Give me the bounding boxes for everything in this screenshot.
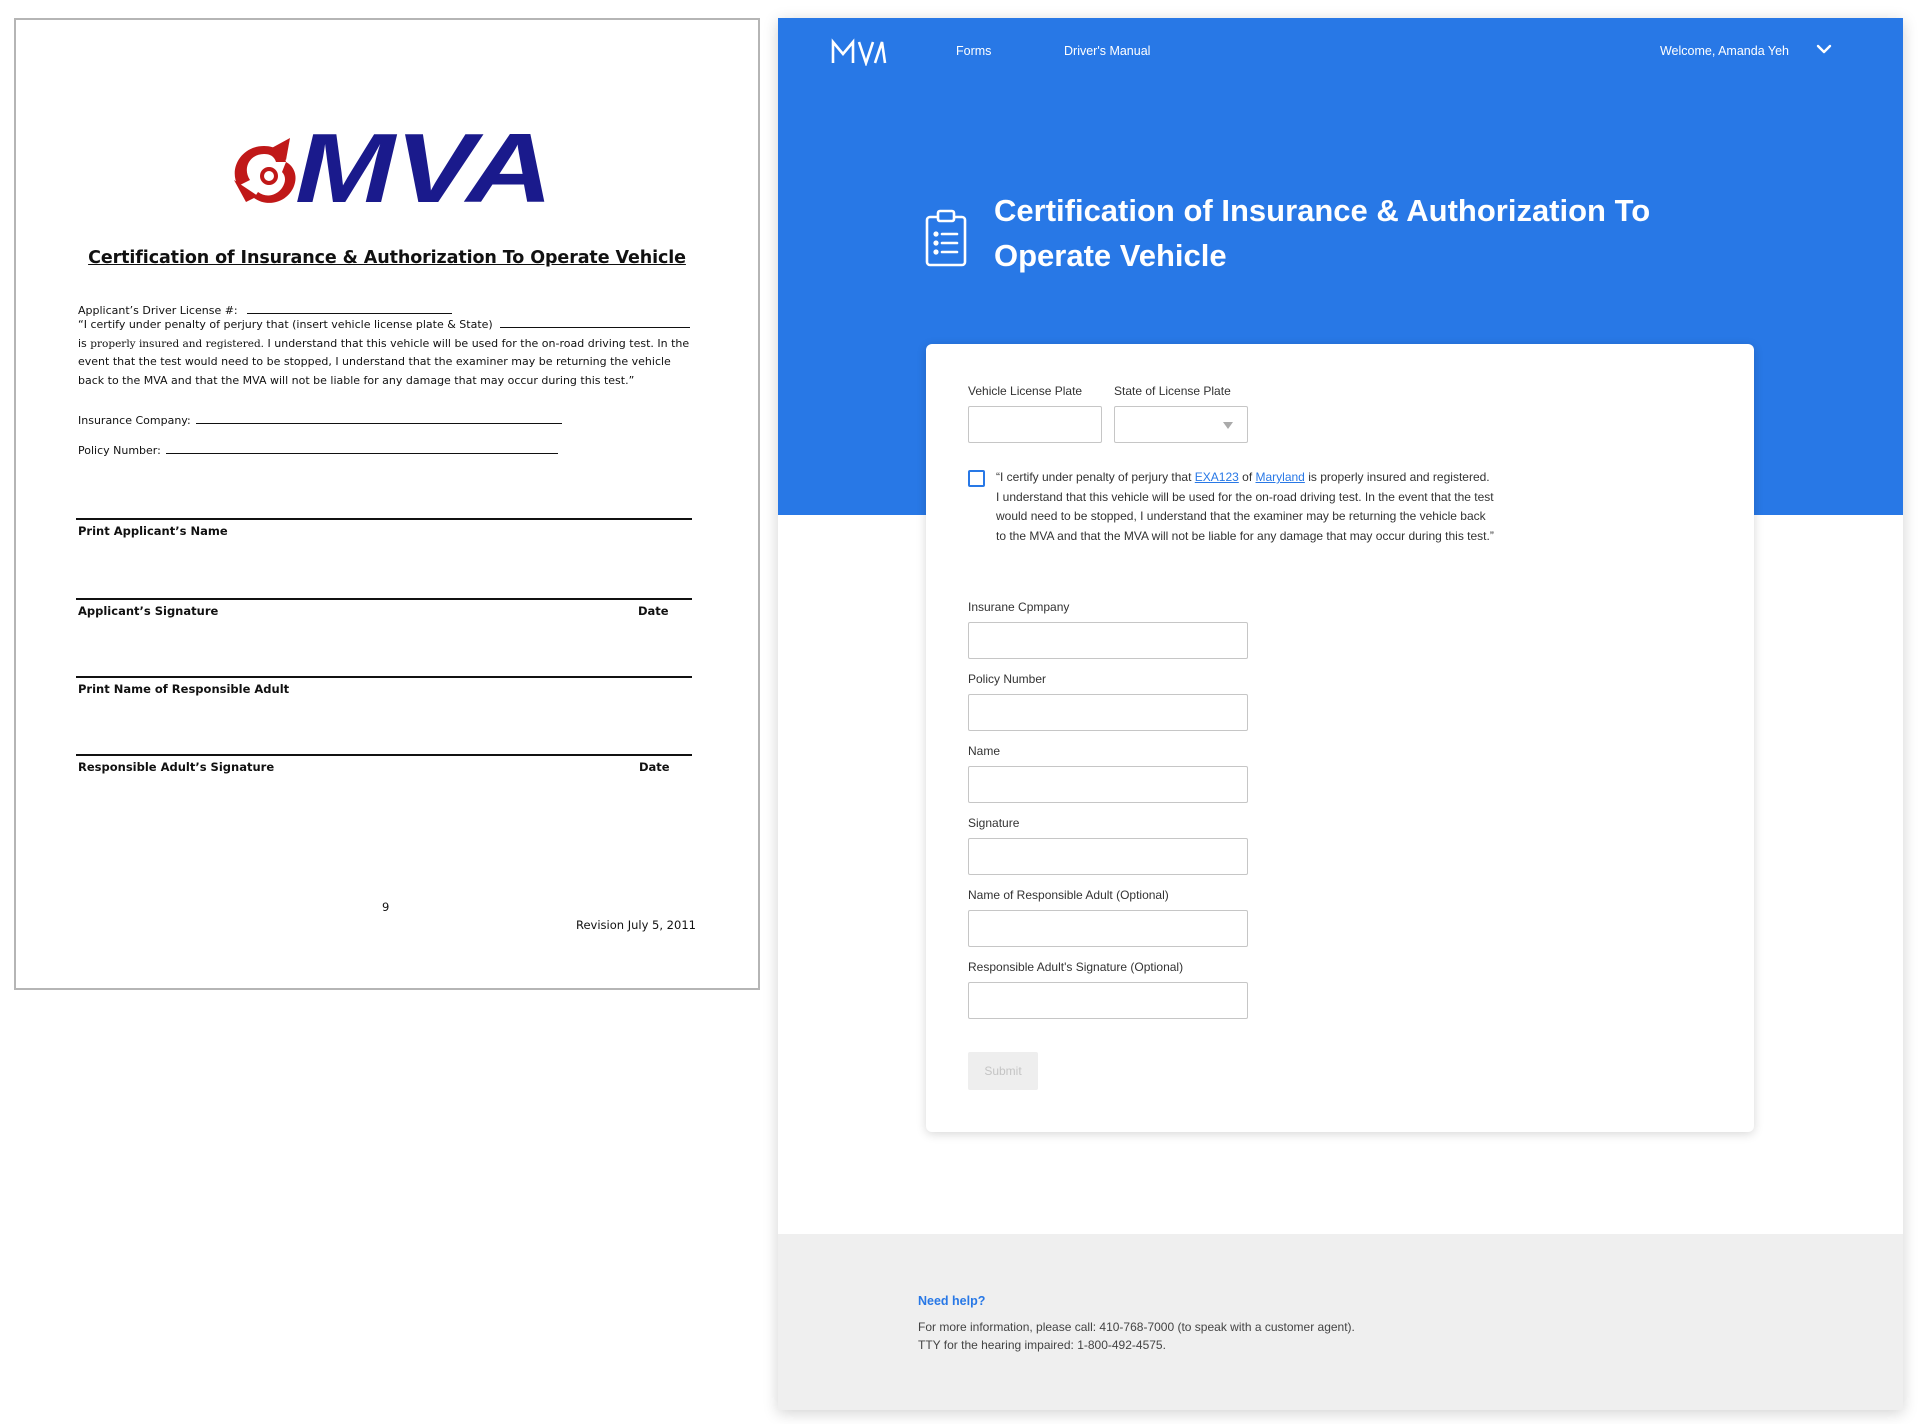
web-form-page — [778, 18, 1903, 1410]
cert-is: is — [78, 336, 87, 350]
insurance-input[interactable] — [968, 622, 1248, 659]
user-menu-label[interactable]: Welcome, Amanda Yeh — [1659, 44, 1789, 58]
plate-label: Vehicle License Plate — [968, 384, 1083, 398]
adult-signature-label: Responsible Adult's Signature (Optional) — [968, 960, 1184, 974]
adult-signature-input[interactable] — [968, 982, 1248, 1019]
state-label: State of License Plate — [1114, 384, 1231, 398]
insurance-row — [78, 412, 562, 430]
policy-blank — [166, 453, 558, 454]
cert-rest: I understand that this vehicle will be used for the on-road driving test. In the event that the test would need to be stopped, I understand that the examiner may be returning the vehicle back to the MVA and that the MVA will not be liable for any damage that may occur during this test.” — [78, 336, 690, 388]
paper-title: Certification of Insurance & Authorization To Operate Vehicle — [88, 248, 686, 268]
applicant-name-rule — [76, 518, 692, 520]
signature-input[interactable] — [968, 838, 1248, 875]
paper-form-scan — [14, 18, 760, 990]
applicant-date-label: Date — [638, 604, 669, 618]
submit-button[interactable]: Submit — [968, 1052, 1038, 1090]
adult-name-label: Name of Responsible Adult (Optional) — [968, 888, 1169, 902]
adult-date-label: Date — [639, 760, 670, 774]
help-phone-line: For more information, please call: 410-768-7000 (to speak with a customer agent). — [918, 1320, 1355, 1334]
nav-drivers-manual-link[interactable]: Driver's Manual — [1064, 44, 1151, 58]
adult-name-label: Print Name of Responsible Adult — [78, 682, 290, 696]
signature-label: Signature — [968, 816, 1020, 830]
applicant-signature-rule — [76, 598, 692, 600]
policy-row — [78, 442, 558, 460]
plate-link[interactable]: EXA123 — [1194, 470, 1239, 484]
cert-of: of — [1238, 470, 1256, 484]
name-input[interactable] — [968, 766, 1248, 803]
name-label: Name — [968, 744, 1001, 758]
print-name-label: Print Applicant’s Name — [78, 524, 228, 538]
plate-input[interactable] — [968, 406, 1102, 443]
page-title: Certification of Insurance & Authorization To Operate Vehicle — [994, 193, 1651, 273]
state-link[interactable]: Maryland — [1255, 470, 1305, 484]
cert-start: “I certify under penalty of perjury that (insert vehicle license plate & State) — [78, 318, 493, 331]
license-label: Applicant’s Driver License #: — [78, 304, 238, 317]
certification-paragraph — [78, 316, 698, 391]
adult-name-rule — [76, 676, 692, 678]
clipboard-list-icon — [924, 208, 968, 268]
insurance-blank — [196, 423, 562, 424]
license-blank — [247, 313, 452, 314]
certification-statement — [996, 468, 1496, 546]
cert-registered: properly insured and registered. — [90, 337, 265, 350]
state-select[interactable] — [1114, 406, 1248, 443]
page-number: 9 — [382, 900, 390, 914]
adult-signature-rule — [76, 754, 692, 756]
nav-forms-link[interactable]: Forms — [956, 44, 992, 58]
mva-wordmark-logo: MVA — [295, 116, 553, 222]
mva-swirl-logo — [234, 138, 296, 203]
revision-date: Revision July 5, 2011 — [576, 918, 696, 932]
applicant-signature-label: Applicant’s Signature — [78, 604, 219, 618]
mva-wordmark-logo[interactable] — [830, 38, 888, 66]
insurance-label: Insurane Cpmpany — [968, 600, 1070, 614]
help-tty-line: TTY for the hearing impaired: 1-800-492-4575. — [918, 1338, 1166, 1352]
form-card — [926, 344, 1754, 1132]
adult-name-input[interactable] — [968, 910, 1248, 947]
certify-checkbox[interactable] — [968, 470, 985, 487]
cert-pre: “I certify under penalty of perjury that — [996, 470, 1195, 484]
cert-post: is properly insured and registered. I understand that this vehicle will be used for the on-road driving test. In the event that the test would need to be stopped, I understand that the examiner may be returning the vehicle back to the MVA and that the MVA will not be liable for any damage that may occur during this test.” — [996, 470, 1494, 543]
policy-input[interactable] — [968, 694, 1248, 731]
help-title: Need help? — [918, 1294, 986, 1308]
adult-signature-label: Responsible Adult’s Signature — [78, 760, 275, 774]
plate-blank — [500, 327, 690, 328]
chevron-down-icon[interactable] — [1815, 40, 1833, 58]
policy-label: Policy Number — [968, 672, 1047, 686]
mva-paper-logo — [224, 116, 564, 222]
policy-label: Policy Number: — [78, 444, 161, 457]
insurance-label: Insurance Company: — [78, 414, 191, 427]
dropdown-arrow-icon — [1223, 422, 1233, 429]
